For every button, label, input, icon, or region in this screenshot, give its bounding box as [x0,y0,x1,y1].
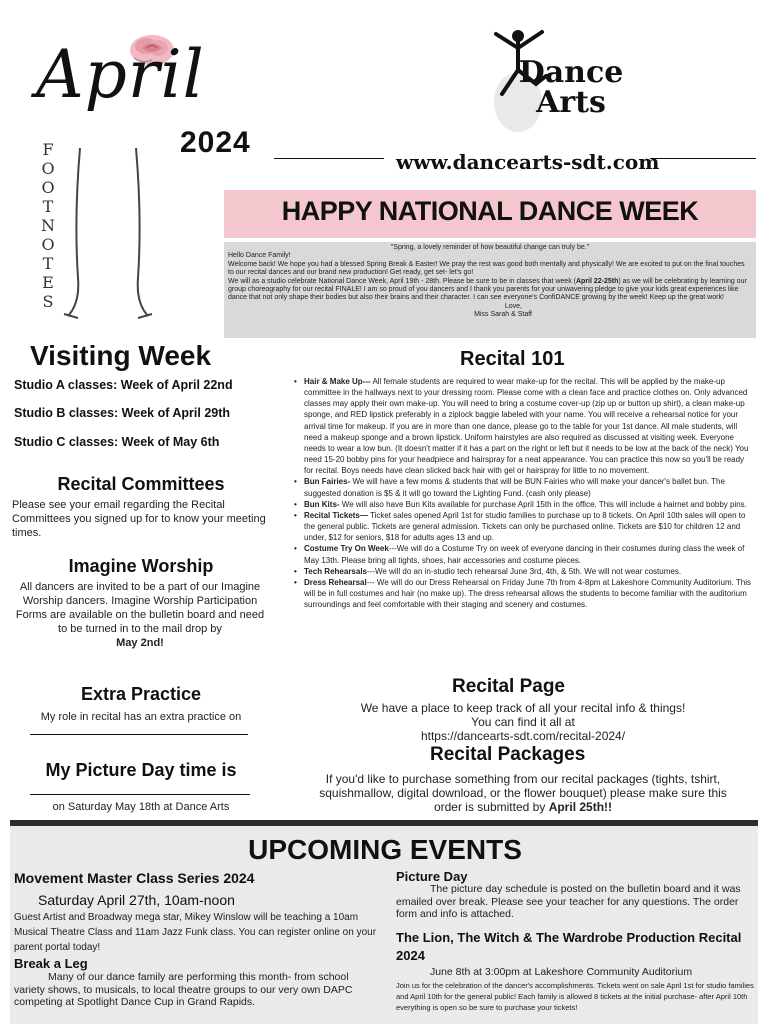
studio-c-schedule: Studio C classes: Week of May 6th [14,435,220,449]
recital-page-line-1: We have a place to keep track of all your recital info & things! [360,701,686,715]
welcome-dates: April 22-25th [575,277,619,285]
footnotes-letter: O [41,235,55,254]
list-item [292,499,754,510]
extra-practice-title: Extra Practice [80,684,202,704]
worship-deadline: May 2nd! [116,637,164,649]
picture-time-blank[interactable] [30,794,250,795]
picture-day-event-title: Picture Day [396,869,468,884]
welcome-signature: Miss Sarah & Staff [474,311,532,319]
item-label: Costume Try On Week [304,544,389,554]
rule-right [650,158,756,159]
recital-page-link[interactable]: https://dancearts-sdt.com/recital-2024/ [420,729,626,743]
break-a-leg-text: Many of our dance family are performing this month- from school variety shows, to musicals, to local theatre groups to our very own DAPC competing at Spotlight Dance Cup in Grand Rapids. [14,971,353,1008]
footnotes-letter: O [41,178,55,197]
welcome-letter [224,242,756,338]
masthead [0,0,770,340]
extra-practice-text: My role in recital has an extra practice on [40,711,242,723]
website-link[interactable]: www.dancearts-sdt.com [396,150,660,174]
item-text: ---We will do a Costume Try on week of everyone dancing in their costumes during class the week of May 13th. Please bring all tights, shoes, hair accessories and costume pieces. [304,544,745,565]
break-a-leg-title: Break a Leg [14,956,88,971]
item-label: Dress Rehearsal [304,577,367,587]
master-class-date: Saturday April 27th, 10am-noon [38,892,235,908]
item-label: Tech Rehearsals [304,566,367,576]
welcome-paragraph: Welcome back! We hope you had a blessed Spring Break & Easter! We pray the rest was good both mentally and physically! We are excited to put on the final touches to our recital dances and our brand new production! Get ready, get set- let's go! [228,260,745,277]
footnotes-letter: T [42,197,54,216]
item-label: Bun Kits- [304,499,340,509]
extra-practice-blank[interactable] [30,734,248,735]
footnotes-letter: S [42,292,54,311]
picture-day-title: My Picture Day time is [45,760,237,780]
recital-page-line-2: You can find it all at [471,715,575,729]
item-text: ---We will do an in-studio tech rehearsal June 3rd, 4th, & 5th. We will not wear costumes. [367,566,682,576]
footnotes-letter: T [42,254,54,273]
rule-left [274,158,384,159]
list-item [292,577,754,610]
banner [224,190,756,238]
footnotes-letter: E [42,273,54,292]
master-class-text: Guest Artist and Broadway mega star, Mikey Winslow will be teaching a 10am Musical Theatre Class and 11am Jazz Funk class. You can register online on your parent portal today! [14,912,377,953]
recital-page-title: Recital Page [452,676,565,697]
footnotes-vertical [38,140,58,311]
list-item [292,376,754,476]
month-title: April [36,36,205,113]
visiting-week-title: Visiting Week [30,340,212,371]
ballet-feet-icon [60,128,156,328]
footnotes-letter: N [41,216,55,235]
recital-page-text [292,701,754,743]
footnotes-letter: F [42,140,54,159]
list-item [292,510,754,543]
brand-line-2: Arts [536,85,606,120]
studio-a-schedule: Studio A classes: Week of April 22nd [14,378,233,392]
issue-year: 2024 [180,126,251,159]
production-date: June 8th at 3:00pm at Lakeshore Community Auditorium [430,966,693,978]
production-text: Join us for the celebration of the dancer's accomplishments. Tickets went on sale April 1st for studio families and April 10th for the general public! Each family is allowed 8 tickets at the initial purchase- after April 10th everything is open so be sure to purchase your tickets! [396,981,754,1012]
list-item [292,543,754,565]
item-text: We will also have Bun Kits available for purchase April 15th in the office. This will include a hairnet and bobby pins. [339,499,747,509]
item-text: --- We will do our Dress Rehearsal on Friday June 7th from 4-8pm at Lakeshore Community Auditorium. This will be in full costumes and hair (no make up). The dress rehearsal allows the students to become familiar with the auditorium surroundings and feel comfortable with their staging and scenery and costumes. [304,577,752,610]
item-label: Recital Tickets— [304,510,368,520]
welcome-text: We will as a studio celebrate National Dance Week, April 19th - 28th. Please be sure to be in classes that week ( [228,277,576,285]
list-item [292,476,754,498]
worship-body: All dancers are invited to be a part of our Imagine Worship dancers. Imagine Worship Participation Forms are available on the bulletin board and need to be turned in to the mail drop by [15,581,265,635]
studio-b-schedule: Studio B classes: Week of April 29th [14,406,231,420]
brand-line-1: Dance [518,55,624,90]
item-label: Bun Fairies- [304,477,351,487]
welcome-paragraph-2 [228,278,752,303]
recital-packages-text [306,772,740,814]
worship-text [12,580,268,650]
production-title: The Lion, The Witch & The Wardrobe Production Recital 2024 [396,930,742,963]
welcome-quote: "Spring, a lovely reminder of how beautiful change can truly be." [390,244,590,251]
packages-deadline: April 25th!! [548,800,613,814]
recital-101-title: Recital 101 [460,348,565,370]
events-title: UPCOMING EVENTS [248,834,522,865]
item-text: Ticket sales opened April 1st for studio families to purchase up to 8 tickets. On April 10th sales will open to the general public. Tickets are general admission. Tickets can only be purchased online. Tickets are $10 for children 12 and under, $12 for seniors, $18 for adults ages 13 and up. [304,510,746,543]
recital-packages-title: Recital Packages [430,744,586,765]
footnotes-letter: O [41,159,55,178]
committees-text: Please see your email regarding the Recital Committees you signed up for to know your meeting times. [12,499,266,539]
picture-day-text: on Saturday May 18th at Dance Arts [52,801,230,813]
welcome-greeting: Hello Dance Family! [228,252,291,260]
picture-day-event-text: The picture day schedule is posted on the bulletin board and it was emailed over break. Please see your teacher for any questions. The order form and info is attached. [396,883,741,920]
welcome-text: ) as we will be celebrating by learning our group choreography for our recital FINALE! I am so proud of you dancers and I thank you parents for your unwavering pledge to give your kids great experiences like dance that not only shape their bodies but also their brains and their character. I can see everyone's ConfiDANCE growing by the week! Keep up the great work! [228,277,747,302]
master-class-title: Movement Master Class Series 2024 [14,870,255,886]
committees-title: Recital Committees [57,474,225,494]
list-item [292,566,754,577]
welcome-love: Love, [504,302,522,310]
item-text: We will have a few moms & students that will be BUN Fairies who will make your dancer's ballet bun. The suggested donation is $5 & it will go toward the Lighting Fund. (cash only please) [304,477,725,498]
banner-title: HAPPY NATIONAL DANCE WEEK [281,196,699,226]
item-text: All female students are required to wear make-up for the recital. This will be applied by the make-up committee in the hallways next to your dressing room. Please come with a clean face and practice clothes on. Only advanced classes may apply their own make-up. You will need to bring a costume cover-up (zip up or button up shirt), a clean make-up sponge, and RED lipstick preferably in a ziplock baggie labeled with your name. You will receive a rehearsal notice for your arrival time for makeup. If you are in more than one dance, please go to the table for your 1st dance. All male students, will need a makeup sponge and a brown lipstick. Uniform hairstyles are also required as discussed at visiting week. Everyone needs to wear a low bun. (It doesn't matter if it has a part on the right or left but it needs to be low at the back of the neck) You need 15-20 bobby pins for your headpiece and hairspray for a neat appearance. You can practice this now so you'll be ready for recital. Boys needs have clean slicked back hair with gel or hairspray for little to no movement. [304,377,749,476]
brand-name [516,55,626,120]
worship-title: Imagine Worship [68,556,214,576]
packages-body: If you'd like to purchase something from our recital packages (tights, tshirt, squishmallow, digital download, or the flower bouquet) please make sure this order is submitted by [319,772,727,814]
item-label: Hair & Make Up--- [304,377,371,386]
recital-101-list [292,376,754,610]
